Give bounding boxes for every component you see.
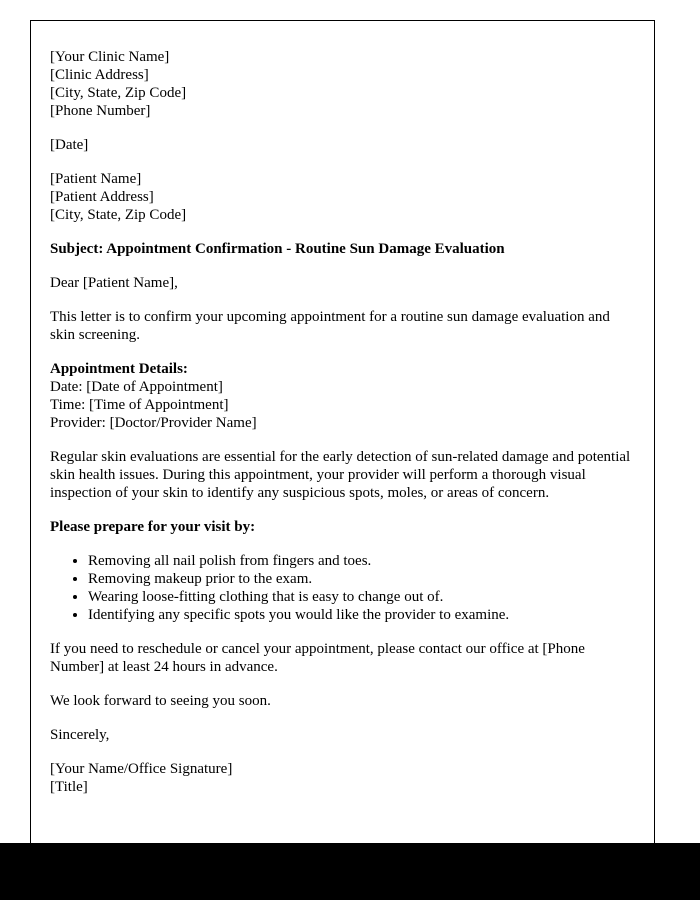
date-block <box>50 136 632 154</box>
closing-line: We look forward to seeing you soon. <box>50 693 271 709</box>
patient-address-line: [Patient Address] <box>50 189 154 205</box>
prepare-item: • Removing makeup prior to the exam. <box>88 570 632 588</box>
salutation-line: Dear [Patient Name], <box>50 275 178 291</box>
appointment-details-block <box>50 360 632 432</box>
prepare-item: • Wearing loose-fitting clothing that is easy to change out of. <box>88 588 632 606</box>
prepare-item: • Removing all nail polish from fingers and toes. <box>88 552 632 570</box>
date-line: [Date] <box>50 137 89 153</box>
signature-name-line: [Your Name/Office Signature] <box>50 761 233 777</box>
prepare-item: • Identifying any specific spots you would like the provider to examine. <box>88 606 632 624</box>
prepare-heading: Please prepare for your visit by: <box>50 519 256 535</box>
clinic-address-line: [Clinic Address] <box>50 67 149 83</box>
clinic-city-line: [City, State, Zip Code] <box>50 85 187 101</box>
clinic-name-line: [Your Clinic Name] <box>50 49 170 65</box>
signoff-line: Sincerely, <box>50 727 110 743</box>
patient-name-line: [Patient Name] <box>50 171 142 187</box>
prepare-list <box>50 552 632 624</box>
sender-address-block <box>50 48 632 120</box>
bottom-black-bar <box>0 843 700 900</box>
appointment-date-line: Date: [Date of Appointment] <box>50 379 223 395</box>
intro-paragraph: This letter is to confirm your upcoming appointment for a routine sun damage evaluation and skin screening. <box>50 309 610 343</box>
subject-line: Subject: Appointment Confirmation - Routine Sun Damage Evaluation <box>50 241 505 257</box>
evaluation-info-paragraph: Regular skin evaluations are essential for the early detection of sun-related damage and potential skin health issues. During this appointment, your provider will perform a thorough visual inspection of your skin to identify any suspicious spots, moles, or areas of concern. <box>50 449 631 501</box>
patient-city-line: [City, State, Zip Code] <box>50 207 187 223</box>
recipient-address-block <box>50 170 632 224</box>
signature-block <box>50 760 632 796</box>
appointment-provider-line: Provider: [Doctor/Provider Name] <box>50 415 257 431</box>
reschedule-paragraph: If you need to reschedule or cancel your appointment, please contact our office at [Phone Number] at least 24 hours in advance. <box>50 641 585 675</box>
appointment-time-line: Time: [Time of Appointment] <box>50 397 229 413</box>
signature-title-line: [Title] <box>50 779 88 795</box>
clinic-phone-line: [Phone Number] <box>50 103 151 119</box>
appointment-details-heading: Appointment Details: <box>50 361 188 377</box>
letter-body <box>50 48 632 805</box>
